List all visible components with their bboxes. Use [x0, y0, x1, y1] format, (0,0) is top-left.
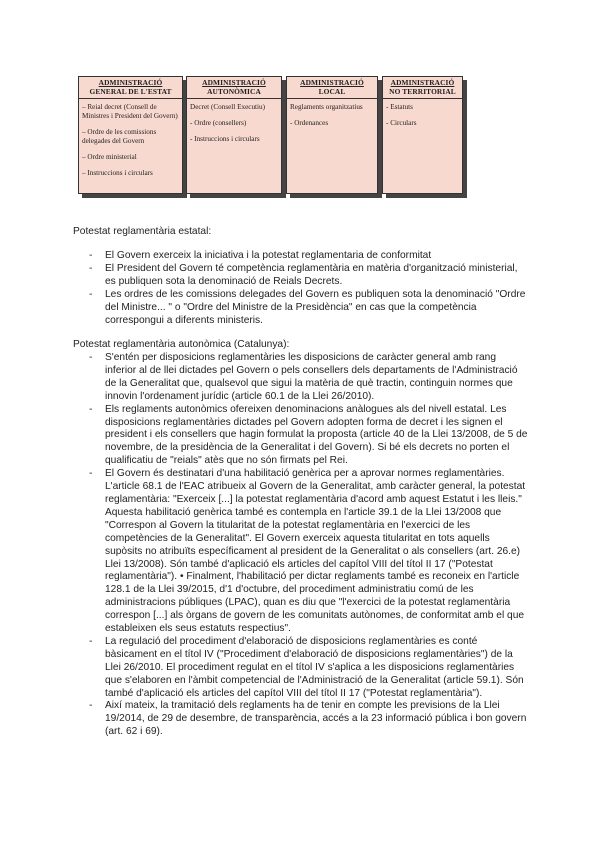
box-title: ADMINISTRACIÓ AUTONÒMICA — [187, 79, 281, 99]
box-items — [386, 103, 459, 128]
section-heading-autonomica: Potestat reglamentària autonòmica (Catalunya): — [73, 339, 290, 350]
diagram-box-autonomica — [186, 76, 282, 194]
section-list-autonomica — [73, 352, 528, 739]
list-item: - La regulació del procediment d'elaboració de disposicions reglamentàries es conté bàsicament en el títol IV ("Procediment d'elaboració de disposicions reglamentàries") de la Llei 26/2010. El procediment regulat en el títol IV s'aplica a les disposicions reglamentàries que s'elaboren en l'àmbit competencial de l'Administració de la Generalitat (article 59.1). Són també d'aplicació els articles del capítol VIII del títol II 17 ("Potestat reglamentària"). — [73, 636, 528, 701]
list-item: - El President del Govern té competència reglamentària en matèria d'organització ministerial, es publiquen sota la denominació de Reials Decrets. — [73, 263, 528, 289]
box-title: ADMINISTRACIÓ GENERAL DE L'ESTAT — [79, 79, 182, 99]
box-item: – Instruccions i circulars — [82, 169, 153, 178]
list-item: - S'entén per disposicions reglamentàries les disposicions de caràcter general amb rang inferior al de llei dictades pel Govern o pels consellers dels departaments de l'Administració de la Generalitat que, qualsevol que sigui la matèria de què tractin, continguin normes que innovin l'ordenament jurídic (article 60.1 de la Llei 26/2010). — [73, 352, 528, 404]
box-title: ADMINISTRACIÓ NO TERRITORIAL — [383, 79, 462, 99]
box-item: - Estatuts — [386, 103, 413, 112]
box-item: - Ordenances — [290, 119, 329, 128]
list-item: - Els reglaments autonòmics ofereixen denominacions anàlogues als del nivell estatal. Les disposicions reglamentàries dictades pel Govern adopten forma de decret i les signen el president i els consellers que hagin formulat la proposta (article 40 de la Llei 13/2008, de 5 de novembre, de la presidència de la Generalitat i del Govern). Si bé els decrets no porten el qualificatiu de "reials" atès que no són firmats pel Rei. — [73, 404, 528, 469]
box-item: Decret (Consell Executiu) — [190, 103, 266, 112]
box-item: - Ordre (consellers) — [190, 119, 247, 128]
box-items — [82, 103, 179, 178]
list-item: - El Govern és destinatari d'una habilitació genèrica per a aprovar normes reglamentàries. L'article 68.1 de l'EAC atribueix al Govern de la Generalitat, amb caràcter general, la potestat reglamentària: "Exerceix [...] la potestat reglamentària d'acord amb aquest Estatut i les lleis." Aquesta habilitació genèrica també es contempla en l'article 39.1 de la Llei 13/2008 que "Correspon al Govern la titularitat de la potestat reglamentària en l'exercici de les competències de la Generalitat". El Govern exerceix aquesta titularitat en tots aquells supòsits no atribuïts específicament al president de la Generalitat o als consellers (art. 26.e) Llei 13/2008). Són també d'aplicació els articles del capítol VIII del títol II 17 ("Potestat reglamentària"). • Finalment, l'habilitació per dictar reglaments també es reconeix en l'article 128.1 de la Llei 39/2015, d'1 d'octubre, del procediment administratiu comú de les administracions públiques (LPAC), quan es diu que "l'exercici de la potestat reglamentària correspon [...] als òrgans de govern de les comunitats autònomes, de conformitat amb el que estableixen els seus estatuts respectius". — [73, 468, 528, 636]
list-item: - Així mateix, la tramitació dels reglaments ha de tenir en compte les previsions de la Llei 19/2014, de 29 de desembre, de transparència, accés a la 23 informació pública i bon govern (art. 62 i 69). — [73, 700, 528, 739]
box-item: – Ordre de les comissions delegades del Govern — [82, 128, 157, 146]
box-items — [290, 103, 374, 128]
diagram-box-estat — [78, 76, 183, 194]
box-item: - Instruccions i circulars — [190, 135, 260, 144]
list-item: - El Govern exerceix la iniciativa i la potestat reglamentaria de conformitat — [73, 250, 528, 263]
box-item: – Reial decret (Consell de Ministres i President del Govern) — [82, 103, 178, 121]
box-item: Reglaments organitzatius — [290, 103, 363, 112]
diagram-box-no-territorial — [382, 76, 463, 194]
section-heading-estatal: Potestat reglamentària estatal: — [73, 226, 212, 237]
list-item: - Les ordres de les comissions delegades del Govern es publiquen sota la denominació "Ordre del Ministre... " o "Ordre del Ministre de la Presidència" en cas que la competència correspongui a diferents ministeris. — [73, 289, 528, 328]
diagram-box-local — [286, 76, 378, 194]
box-item: - Circulars — [386, 119, 417, 128]
box-items — [190, 103, 278, 144]
section-list-estatal — [73, 250, 528, 327]
box-title: ADMINISTRACIÓ LOCAL — [287, 79, 377, 99]
box-item: – Ordre ministerial — [82, 153, 137, 162]
